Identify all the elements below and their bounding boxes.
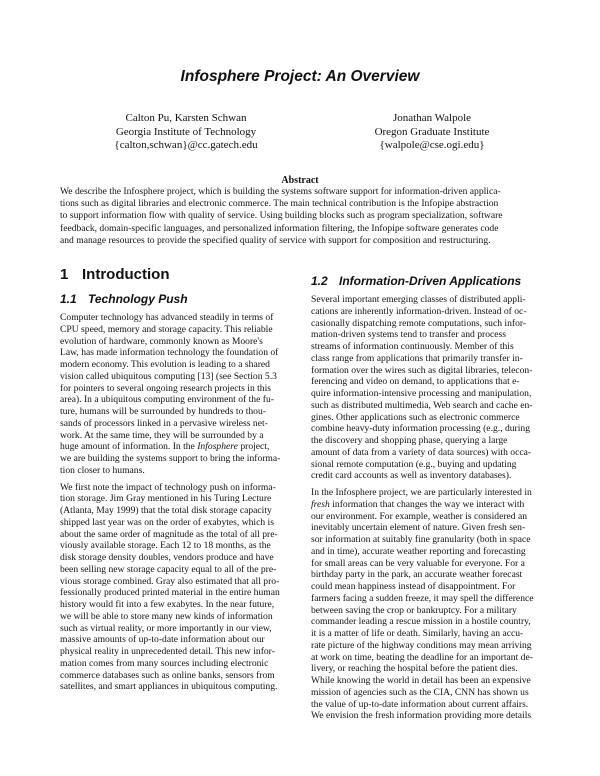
text-fragment: huge amount of information. In the: [60, 441, 195, 453]
text-line: could mean happiness instead of disappointment. For: [311, 581, 516, 592]
text-line: it is a matter of life or death. Similarly, having an accu-: [311, 628, 524, 639]
section-heading-introduction: [60, 266, 169, 283]
text-line: modern economy. This evolution is leading to a shared: [60, 359, 270, 370]
text-line: livery, or reaching the hospital before the patient dies.: [311, 663, 518, 675]
text-line: While knowing the world in detail has been an expensive: [311, 675, 531, 686]
subsection-heading-technology-push: [60, 292, 188, 306]
text-line: viously available storage. Each 12 to 18 months, as the: [60, 540, 271, 552]
abstract-line: feedback, domain-specific languages, and personalized information filtering, the Infopipe software generates code: [60, 222, 499, 234]
text-line: physical reality in unprecedented detail. This new infor-: [60, 646, 275, 657]
subsection-title: Information-Driven Applications: [339, 274, 522, 288]
text-line: CPU speed, memory and storage capacity. This reliable: [60, 323, 273, 335]
abstract-body: [60, 186, 544, 247]
text-line: at work on time, beating the deadline for an important de-: [311, 651, 533, 663]
abstract-line: tions such as digital libraries and electronic commerce. The main technical contribution is the Infopipe abstraction: [60, 198, 499, 210]
abstract-line: and manage resources to provide the specified quality of service with support for composition and restructuring.: [60, 234, 491, 246]
text-line: for small areas can be very valuable for everyone. For a: [311, 557, 525, 569]
author-affiliation: Oregon Graduate Institute: [374, 125, 490, 138]
text-line: vious storage combined. Gray also estimated that all pro-: [60, 575, 280, 587]
text-line: disk storage density doubles, vendors produce and have: [60, 552, 274, 563]
subsection-number: 1.2: [311, 274, 328, 288]
text-line: inevitably uncertain element of nature. Given fresh sen-: [311, 522, 526, 534]
text-fragment: information that changes the way we interact with: [329, 498, 525, 510]
text-line: formation over the wires such as digital libraries, telecon-: [311, 364, 533, 376]
left-column: [60, 312, 298, 698]
text-line: birthday party in the park, an accurate weather forecast: [311, 569, 523, 581]
author-block-ogi: [322, 112, 542, 153]
text-line: combine heavy-duty information processing (e.g., during: [311, 423, 531, 435]
subsection-heading-information-driven: [311, 274, 521, 288]
text-line: the value of up-to-date information about current affairs.: [311, 698, 529, 710]
author-names: Jonathan Walpole: [392, 112, 472, 124]
text-line: In the Infosphere project, we are particularly interested in: [311, 487, 532, 498]
text-line: massive amounts of up-to-date information about our: [60, 634, 265, 646]
text-line: sional remote computation (e.g., buying and updating: [311, 458, 517, 470]
text-line: (Atlanta, May 1999) that the total disk storage capacity: [60, 505, 272, 516]
text-line: amount of data from a variety of data sources) with occa-: [311, 446, 532, 458]
text-line: [60, 441, 298, 453]
text-line: cations are inherently information-driven. Instead of oc-: [311, 305, 527, 317]
text-line: sor information at suitably fine granularity (both in space: [311, 534, 531, 545]
text-line: ferencing and video on demand, to applications that e-: [311, 376, 520, 388]
text-line: such as virtual reality, or more importantly in our view,: [60, 622, 272, 634]
text-line: Law, has made information technology the foundation of: [60, 347, 279, 359]
text-line: Computer technology has advanced steadily in terms of: [60, 312, 274, 323]
text-line: such as distributed multimedia, Web search and cache en-: [311, 399, 533, 411]
text-line: mission of agencies such as the CIA, CNN has shown us: [311, 686, 529, 698]
text-line: and in time), accurate weather reporting and forecasting: [311, 545, 526, 557]
text-line: history would fit into a few exabytes. In the near future,: [60, 599, 275, 610]
text-line: tion closer to humans.: [60, 464, 145, 476]
paragraph-technology-push: [60, 312, 298, 477]
author-email: {walpole@cse.ogi.edu}: [379, 139, 485, 151]
text-line: satellites, and smart appliances in ubiquitous computing.: [60, 681, 278, 693]
text-line: rate picture of the highway conditions may mean arriving: [311, 639, 532, 651]
abstract-heading: Abstract: [281, 175, 319, 186]
text-line: streams of information continuously. Member of this: [311, 341, 514, 352]
text-line: we will be able to store many new kinds of information: [60, 610, 273, 622]
text-line: we are building the systems support to bring the informa-: [60, 453, 281, 464]
text-line: about the same order of magnitude as the total of all pre-: [60, 528, 278, 540]
text-line: fessionally produced printed material in the entire human: [60, 587, 280, 599]
text-line: evolution of hardware, commonly known as Moore's: [60, 335, 263, 347]
text-line: for pointers to several ongoing research projects in this: [60, 382, 272, 394]
text-line: sands of processors linked in a pervasive wireless net-: [60, 417, 268, 429]
text-line: commerce databases such as online banks, sensors from: [60, 669, 275, 681]
subsection-title: Technology Push: [88, 292, 188, 306]
text-line: the discovery and shopping phase, querying a large: [311, 435, 508, 446]
text-line: been selling new storage capacity equal to all of the pre-: [60, 563, 277, 575]
text-line: credit card accounts as well as inventory databases).: [311, 470, 512, 482]
fresh-emphasis: fresh: [311, 498, 330, 510]
text-fragment: project,: [240, 441, 270, 453]
text-line: [311, 499, 549, 511]
text-line: gines. Other applications such as electronic commerce: [311, 411, 520, 423]
text-line: mation comes from many sources including electronic: [60, 657, 269, 669]
text-line: Several important emerging classes of distributed appli-: [311, 294, 526, 305]
author-names: Calton Pu, Karsten Schwan: [125, 112, 247, 124]
author-email: {calton,schwan}@cc.gatech.edu: [114, 139, 258, 151]
text-line: work. At the same time, they will be surrounded by a: [60, 429, 264, 441]
text-line: class range from applications that primarily transfer in-: [311, 352, 523, 364]
text-line: commander leading a rescue mission in a hostile country,: [311, 616, 531, 628]
infosphere-emphasis: Infosphere: [197, 441, 238, 453]
text-line: tion storage. Jim Gray mentioned in his Turing Lecture: [60, 493, 272, 505]
text-line: farmers facing a sudden freeze, it may spell the difference: [311, 592, 534, 604]
text-line: between saving the crop or bankruptcy. For a military: [311, 604, 517, 616]
text-line: area). In a ubiquitous computing environment of the fu-: [60, 394, 274, 406]
text-line: ture, humans will be surrounded by hundreds to thou-: [60, 406, 266, 417]
text-line: vision called ubiquitous computing [13] (see Section 5.3: [60, 370, 277, 382]
text-line: quire information-intensive processing and manipulation,: [311, 388, 532, 399]
paragraph-information-driven: [311, 294, 549, 482]
subsection-number: 1.1: [60, 292, 77, 306]
paper-title: Infosphere Project: An Overview: [180, 68, 420, 85]
author-block-georgia-tech: [76, 112, 296, 153]
abstract-line: to support information flow with quality of service. Using building blocks such as program specialization, software: [60, 210, 503, 222]
text-line: We first note the impact of technology push on informa-: [60, 481, 276, 493]
text-line: We envision the fresh information providing more details: [311, 710, 532, 722]
section-number: 1: [60, 266, 69, 283]
text-line: shipped last year was on the order of exabytes, which is: [60, 516, 274, 528]
text-line: casionally dispatching remote computations, such infor-: [311, 317, 527, 329]
text-line: mation-driven systems tend to transfer and process: [311, 329, 507, 341]
paragraph-fresh-information: [311, 487, 549, 722]
section-title: Introduction: [82, 266, 170, 283]
abstract-line: We describe the Infosphere project, which is building the systems software support for information-driven applica-: [60, 186, 501, 197]
text-line: our environment. For example, weather is considered an: [311, 510, 528, 522]
author-affiliation: Georgia Institute of Technology: [115, 125, 257, 138]
paragraph-storage: [60, 482, 298, 694]
right-column: [311, 294, 549, 727]
